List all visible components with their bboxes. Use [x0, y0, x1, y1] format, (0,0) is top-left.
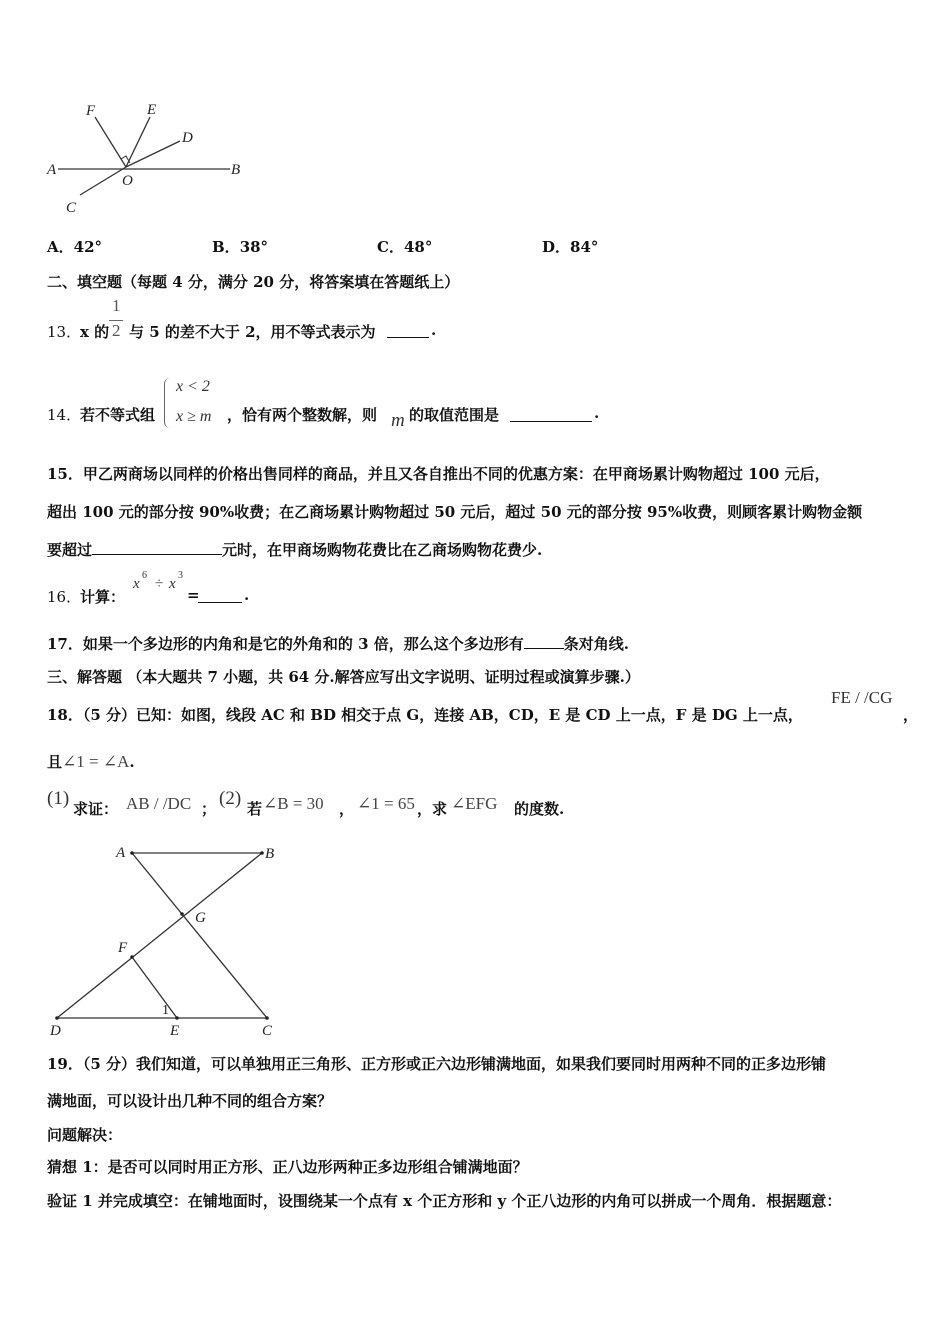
- label-F: F: [86, 103, 96, 119]
- point-C: [265, 1016, 269, 1020]
- q18-parallel-condition: FE / /CG: [831, 688, 893, 707]
- q14-prefix: 若不等式组: [80, 406, 156, 424]
- label-angle-1: 1: [162, 1003, 169, 1018]
- point-D: [55, 1016, 59, 1020]
- q18-comma: ，: [903, 706, 919, 724]
- option-d: D．84°: [542, 238, 599, 256]
- label-A: A: [47, 162, 57, 178]
- q18-part-2-text: 若: [247, 800, 263, 818]
- question-19-line-2: 满地面，可以设计出几种不同的组合方案？: [47, 1092, 333, 1110]
- q14-text: 的取值范围是: [409, 406, 500, 424]
- ray-OD: [126, 141, 180, 167]
- q14-end: .: [594, 404, 600, 422]
- q16-answer-blank: [198, 588, 242, 603]
- section-2-title: 二、填空题（每题 4 分，满分 20 分，将答案填在答题纸上）: [47, 273, 460, 291]
- q18-sep-3: ，求: [417, 800, 448, 818]
- question-19-line-4: 猜想 1：是否可以同时用正方形、正八边形两种正多边形组合铺满地面？: [47, 1158, 528, 1176]
- q13-fraction-numerator: 1: [112, 296, 121, 315]
- label-G: G: [195, 910, 206, 926]
- question-19-line-1: 19．（5 分）我们知道，可以单独用正三角形、正方形或正六边形铺满地面，如果我们要同时用两种不同的正多边形铺: [47, 1055, 827, 1073]
- label-C: C: [262, 1023, 273, 1039]
- section-3-title: 三、解答题 （本大题共 7 小题，共 64 分.解答应写出文字说明、证明过程或演算步骤.）: [47, 668, 640, 686]
- q16-exponent-1: 6: [142, 570, 147, 581]
- question-15-line-1: 15．甲乙两商场以同样的价格出售同样的商品，并且又各自推出不同的优惠方案：在甲商场累计购物超过 100 元后，: [47, 465, 830, 483]
- q18-end: 的度数.: [514, 800, 565, 818]
- q18-part-1-sep: ；: [201, 800, 217, 818]
- q13-number: 13．: [47, 323, 82, 341]
- label-B: B: [231, 162, 241, 178]
- q18-part-2-mark: (2): [219, 788, 242, 809]
- figure-parallel-lines-diagram: [40, 838, 290, 1043]
- question-18-line-2: 且∠1 = ∠A.: [47, 752, 135, 771]
- q13-end: .: [431, 321, 437, 339]
- figure-angles-diagram: [40, 95, 260, 225]
- q13-text: 与 5 的差不大于 2，用不等式表示为: [129, 323, 376, 341]
- option-b: B．38°: [212, 238, 269, 256]
- ray-OE: [126, 117, 150, 167]
- q14-variable: m: [391, 410, 405, 431]
- label-D: D: [50, 1023, 61, 1039]
- q13-answer-blank: [387, 323, 429, 338]
- segment-FE: [132, 957, 177, 1018]
- point-B: [260, 851, 264, 855]
- question-15-line-3: 要超过 元时，在甲商场购物花费比在乙商场购物花费少.: [47, 541, 543, 559]
- point-G: [180, 912, 184, 916]
- q15-answer-blank: [92, 540, 222, 555]
- question-19-line-3: 问题解决：: [47, 1126, 123, 1144]
- label-D: D: [182, 130, 193, 146]
- q16-base-1: x: [133, 576, 140, 592]
- segment-AC: [132, 853, 267, 1018]
- q18-angle-b: ∠B = 30: [263, 794, 324, 813]
- q14-brace: [164, 378, 171, 428]
- label-C: C: [66, 200, 77, 216]
- q18-angle-condition: ∠1 = ∠A: [62, 752, 130, 771]
- q13-fraction-denominator: 2: [112, 321, 121, 340]
- q16-number: 16．: [47, 588, 82, 606]
- q14-number: 14．: [47, 406, 82, 424]
- q16-equals: =: [187, 586, 200, 604]
- point-E: [175, 1016, 179, 1020]
- label-B: B: [265, 846, 275, 862]
- point-F: [130, 955, 134, 959]
- q14-middle-text: ，恰有两个整数解，则: [227, 406, 378, 424]
- q14-answer-blank: [510, 407, 592, 422]
- q16-end: .: [244, 586, 250, 604]
- label-O: O: [122, 173, 133, 189]
- label-E: E: [170, 1023, 180, 1039]
- q13-prefix: x 的: [80, 323, 110, 341]
- point-A: [130, 851, 134, 855]
- q16-prefix: 计算：: [80, 588, 126, 606]
- question-19-line-5: 验证 1 并完成填空：在铺地面时，设围绕某一个点有 x 个正方形和 y 个正八边形的内角可以拼成一个周角．根据题意：: [47, 1192, 842, 1210]
- label-F: F: [118, 940, 128, 956]
- ray-OC: [80, 167, 126, 195]
- q14-inequality-1: x < 2: [176, 378, 210, 395]
- q14-inequality-2: x ≥ m: [176, 408, 212, 425]
- q18-angle-efg: ∠EFG: [451, 794, 498, 813]
- q18-part-1-math: AB / /DC: [126, 794, 192, 813]
- q16-divide: ÷: [155, 576, 164, 592]
- q18-angle-1: ∠1 = 65: [357, 794, 415, 813]
- q18-part-1-mark: (1): [47, 788, 70, 809]
- q18-sep-2: ，: [339, 800, 355, 818]
- q16-exponent-2: 3: [178, 570, 183, 581]
- label-E: E: [147, 102, 157, 118]
- q18-part-1-text: 求证：: [73, 800, 119, 818]
- q17-answer-blank: [524, 634, 564, 649]
- question-18-line-1: 18．（5 分）已知：如图，线段 AC 和 BD 相交于点 G，连接 AB，CD，E 是 CD 上一点，F 是 DG 上一点，: [47, 706, 803, 724]
- question-17: 17．如果一个多边形的内角和是它的外角和的 3 倍，那么这个多边形有 条对角线.: [47, 635, 629, 653]
- label-A: A: [116, 845, 126, 861]
- q16-base-2: x: [169, 576, 176, 592]
- option-a: A．42°: [47, 238, 103, 256]
- question-15-line-2: 超出 100 元的部分按 90%收费；在乙商场累计购物超过 50 元后，超过 50 元的部分按 95%收费，则顾客累计购物金额: [47, 503, 863, 521]
- ray-OF: [95, 117, 126, 167]
- option-c: C．48°: [377, 238, 433, 256]
